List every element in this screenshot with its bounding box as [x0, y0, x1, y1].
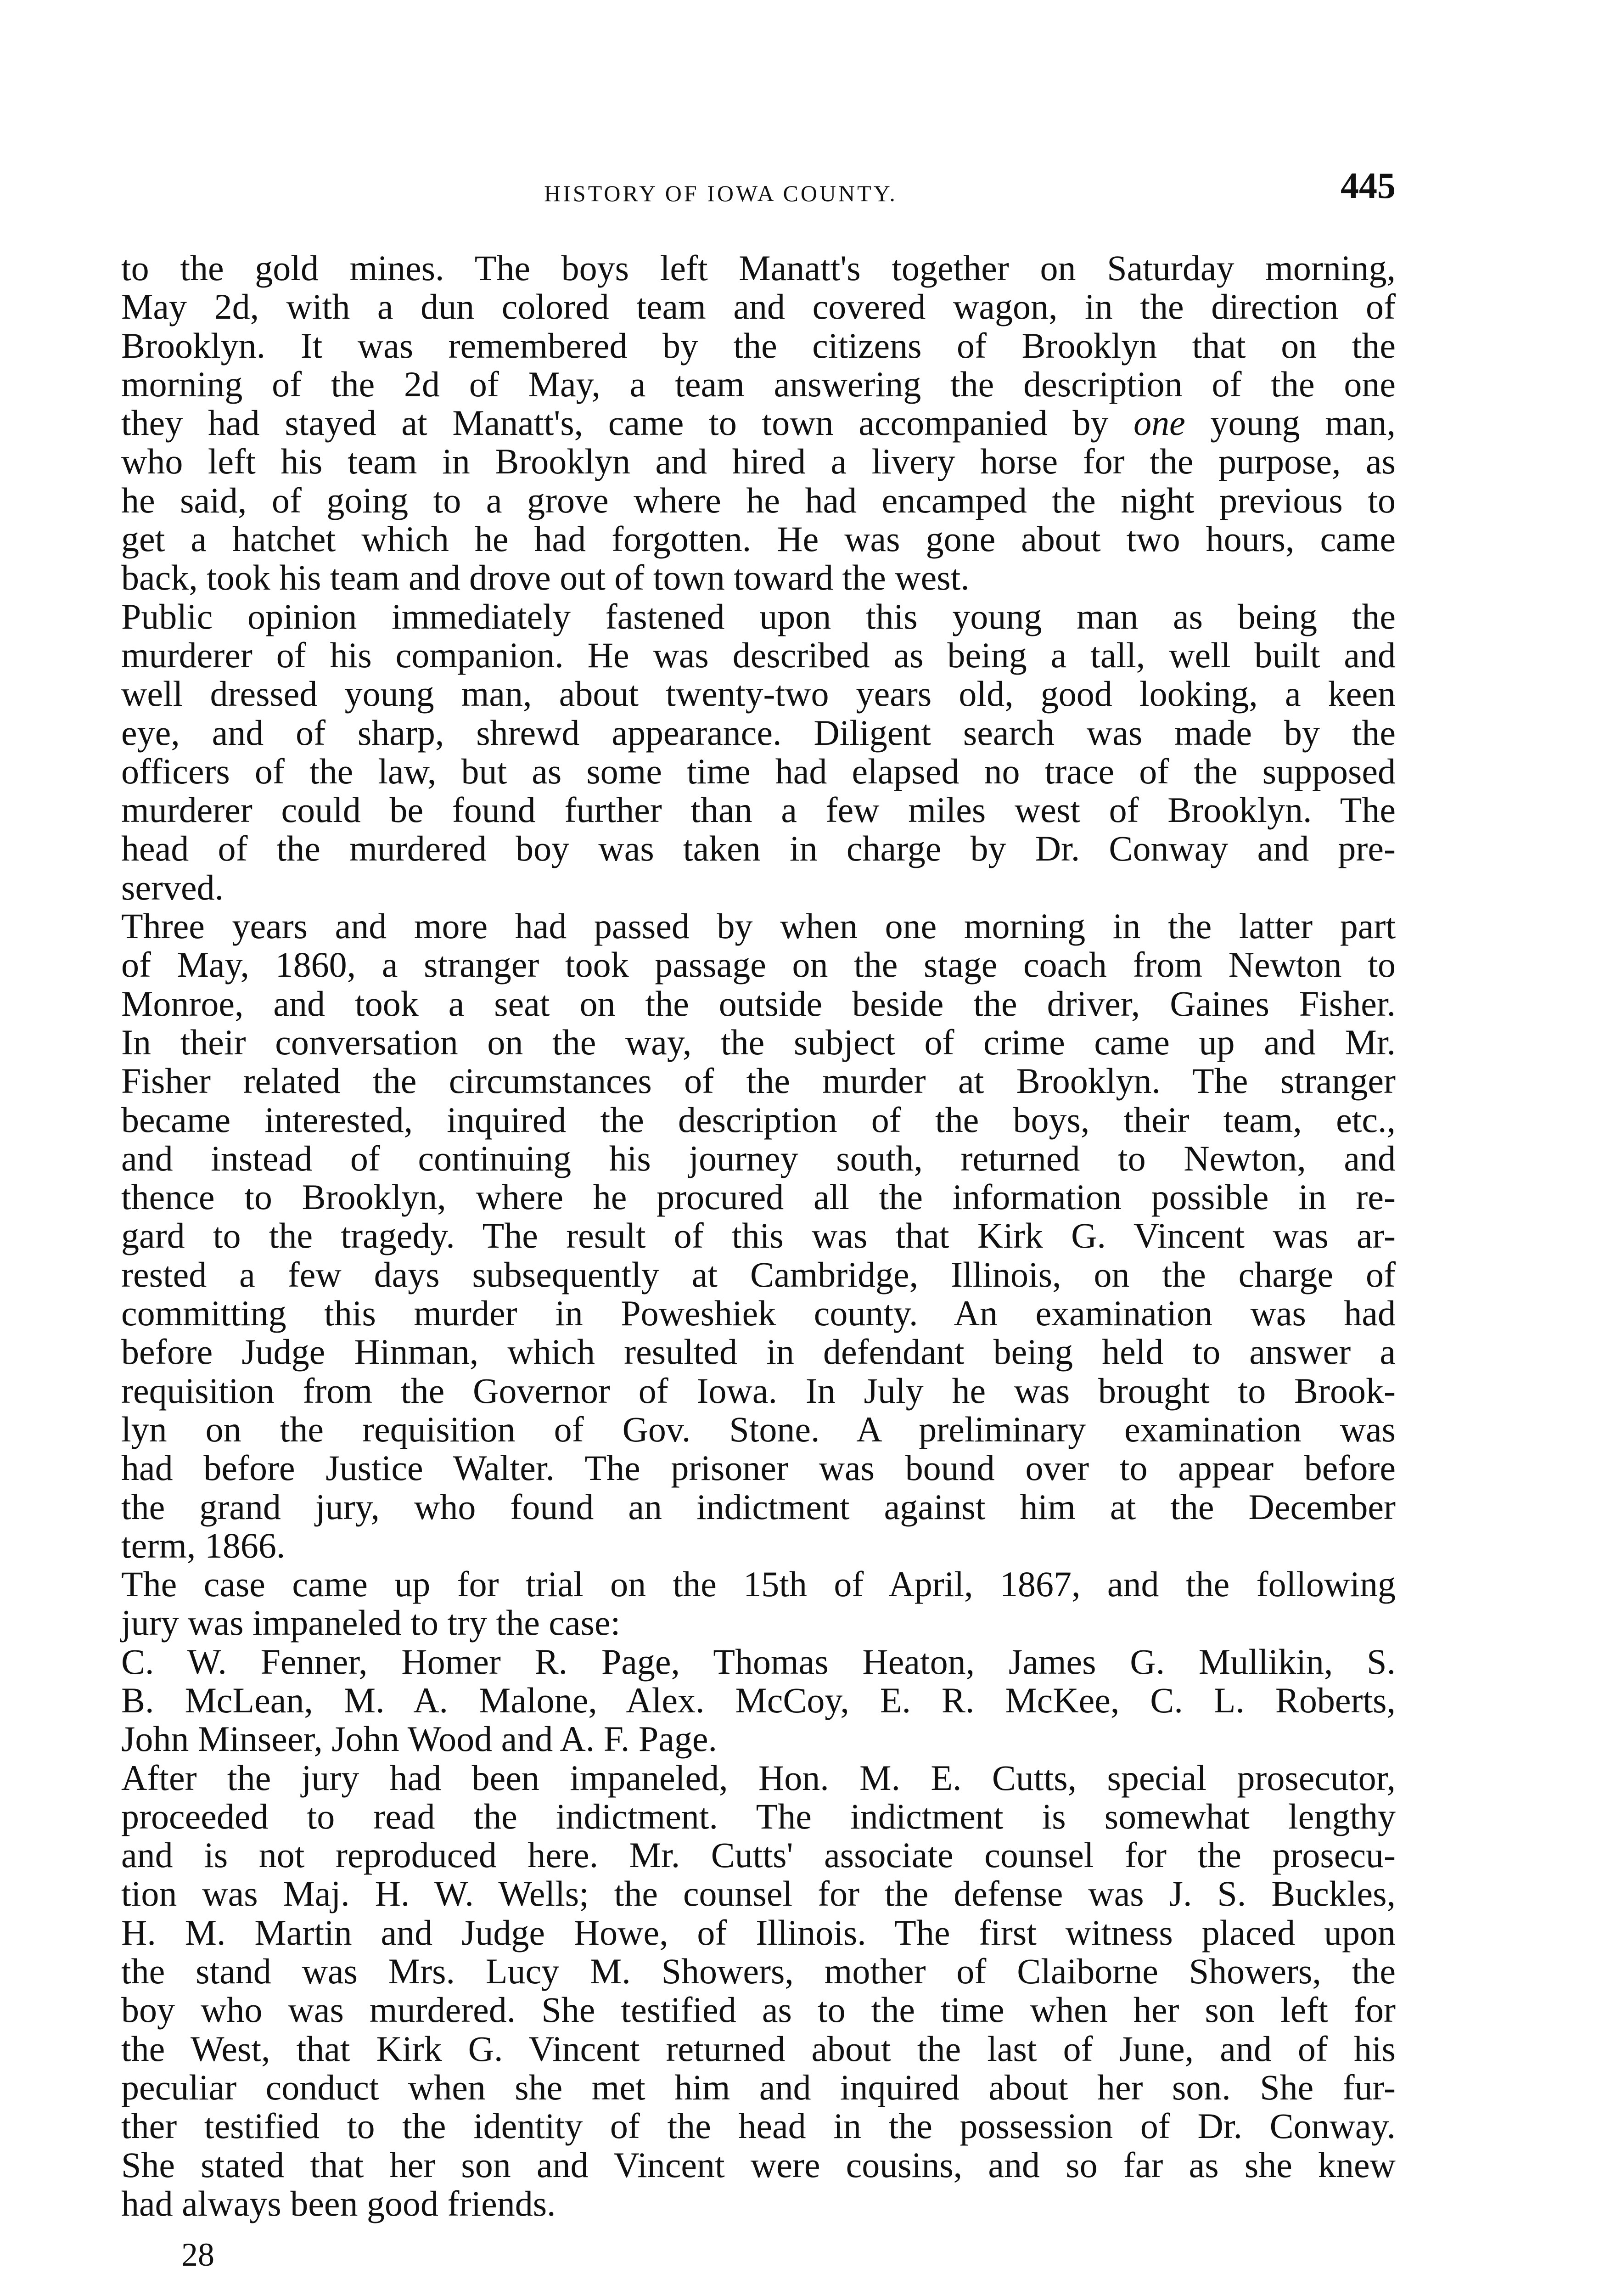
- text-line: murderer of his companion. He was described as being a tall, well built and: [121, 635, 1396, 675]
- page-number: 445: [1341, 166, 1396, 206]
- text-line: peculiar conduct when she met him and inquired about her son. She fur-: [121, 2067, 1396, 2107]
- text-line: In their conversation on the way, the subject of crime came up and Mr.: [121, 1022, 1396, 1062]
- text-line: gard to the tragedy. The result of this was that Kirk G. Vincent was ar-: [121, 1216, 1396, 1256]
- text-line: requisition from the Governor of Iowa. In July he was brought to Brook-: [121, 1370, 1396, 1411]
- text-line: rested a few days subsequently at Cambridge, Illinois, on the charge of: [121, 1254, 1396, 1294]
- text-line: After the jury had been impaneled, Hon. M. E. Cutts, special prosecutor,: [121, 1757, 1396, 1798]
- text-line: became interested, inquired the description of the boys, their team, etc.,: [121, 1099, 1396, 1140]
- text-line: The case came up for trial on the 15th of April, 1867, and the following: [121, 1564, 1396, 1604]
- paragraph: [121, 1643, 1396, 1759]
- text-line: served.: [121, 867, 224, 907]
- text-line: proceeded to read the indictment. The indictment is somewhat lengthy: [121, 1796, 1396, 1836]
- paragraph: [121, 907, 1396, 1565]
- text-line: get a hatchet which he had forgotten. He was gone about two hours, came: [121, 519, 1396, 559]
- text-line: well dressed young man, about twenty-two years old, good looking, a keen: [121, 674, 1396, 714]
- text-line: Public opinion immediately fastened upon this young man as being the: [121, 596, 1396, 636]
- text-line: tion was Maj. H. W. Wells; the counsel for the defense was J. S. Buckles,: [121, 1874, 1396, 1914]
- text-line: murderer could be found further than a few miles west of Brooklyn. The: [121, 790, 1396, 830]
- paragraph: [121, 1759, 1396, 2223]
- text-line: May 2d, with a dun colored team and covered wagon, in the direction of: [121, 287, 1396, 327]
- signature-mark: 28: [181, 2236, 214, 2273]
- text-line: head of the murdered boy was taken in charge by Dr. Conway and pre-: [121, 828, 1396, 869]
- text-line: B. McLean, M. A. Malone, Alex. McCoy, E. R. McKee, C. L. Roberts,: [121, 1680, 1396, 1720]
- body-text: [121, 249, 1396, 2223]
- text-line: the stand was Mrs. Lucy M. Showers, mother of Claiborne Showers, the: [121, 1951, 1396, 1992]
- text-line: [121, 404, 1396, 442]
- text-line: H. M. Martin and Judge Howe, of Illinois. The first witness placed upon: [121, 1912, 1396, 1953]
- text-line: had before Justice Walter. The prisoner was bound over to appear before: [121, 1448, 1396, 1488]
- text-line: he said, of going to a grove where he had encamped the night previous to: [121, 480, 1396, 520]
- paragraph: [121, 1565, 1396, 1643]
- text-line: and instead of continuing his journey south, returned to Newton, and: [121, 1138, 1396, 1178]
- text-line: back, took his team and drove out of town toward the west.: [121, 557, 970, 598]
- text-line: thence to Brooklyn, where he procured all the information possible in re-: [121, 1177, 1396, 1217]
- text-line: Brooklyn. It was remembered by the citizens of Brooklyn that on the: [121, 325, 1396, 366]
- text-line: the West, that Kirk G. Vincent returned about the last of June, and of his: [121, 2028, 1396, 2069]
- text-line: before Judge Hinman, which resulted in defendant being held to answer a: [121, 1332, 1396, 1372]
- text-line: She stated that her son and Vincent were cousins, and so far as she knew: [121, 2144, 1396, 2185]
- text-line: who left his team in Brooklyn and hired a livery horse for the purpose, as: [121, 441, 1396, 482]
- text-line: and is not reproduced here. Mr. Cutts' associate counsel for the prosecu-: [121, 1835, 1396, 1875]
- text-line: jury was impaneled to try the case:: [121, 1603, 621, 1643]
- text-segment: they had stayed at Manatt's, came to town accompanied by: [121, 403, 1134, 443]
- text-line: to the gold mines. The boys left Manatt's together on Saturday morning,: [121, 248, 1396, 288]
- paragraph: [121, 249, 1396, 597]
- italic-text: one: [1133, 403, 1185, 443]
- text-line: of May, 1860, a stranger took passage on the stage coach from Newton to: [121, 945, 1396, 985]
- text-line: ther testified to the identity of the head in the possession of Dr. Conway.: [121, 2106, 1396, 2146]
- running-header: HISTORY OF IOWA COUNTY.: [544, 180, 898, 206]
- text-line: committing this murder in Poweshiek county. An examination was had: [121, 1293, 1396, 1334]
- text-segment: young man,: [1185, 403, 1396, 443]
- text-line: John Minseer, John Wood and A. F. Page.: [121, 1719, 718, 1759]
- text-line: Three years and more had passed by when one morning in the latter part: [121, 906, 1396, 946]
- text-line: Fisher related the circumstances of the murder at Brooklyn. The stranger: [121, 1061, 1396, 1101]
- text-line: term, 1866.: [121, 1525, 286, 1565]
- text-line: the grand jury, who found an indictment against him at the December: [121, 1486, 1396, 1527]
- paragraph: [121, 597, 1396, 907]
- text-line: officers of the law, but as some time had elapsed no trace of the supposed: [121, 751, 1396, 791]
- text-line: boy who was murdered. She testified as to the time when her son left for: [121, 1990, 1396, 2030]
- text-line: morning of the 2d of May, a team answering the description of the one: [121, 364, 1396, 404]
- text-line: C. W. Fenner, Homer R. Page, Thomas Heaton, James G. Mullikin, S.: [121, 1641, 1396, 1682]
- text-line: eye, and of sharp, shrewd appearance. Diligent search was made by the: [121, 712, 1396, 753]
- text-line: lyn on the requisition of Gov. Stone. A preliminary examination was: [121, 1409, 1396, 1449]
- text-line: had always been good friends.: [121, 2183, 556, 2223]
- text-line: Monroe, and took a seat on the outside beside the driver, Gaines Fisher.: [121, 983, 1396, 1024]
